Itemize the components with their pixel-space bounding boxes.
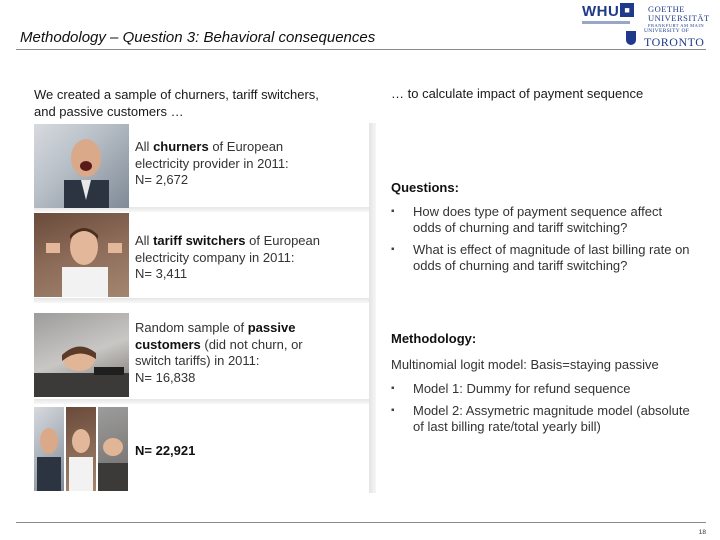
row-divider [34,298,369,303]
row-divider [34,399,369,404]
tariff-switcher-photo [34,213,129,297]
questions-list [391,204,691,280]
tariff-switchers-description: All tariff switchers of European electricity company in 2011: N= 3,411 [135,233,320,281]
churner-thumbnail [34,407,64,491]
tariff-switcher-thumbnail [66,407,96,491]
whu-logo: WHU ■ [582,3,634,20]
churner-photo [34,124,129,208]
passive-customer-photo [34,313,129,397]
toronto-logo: UNIVERSITY OF TORONTO [644,28,705,49]
page-title: Methodology – Question 3: Behavioral consequences [20,29,376,46]
questions-heading: Questions: [391,180,459,195]
left-column-heading: We created a sample of churners, tariff switchers, and passive customers … [34,87,319,119]
passive-customers-count: N= 16,838 [135,369,196,385]
list-item: ▪ What is effect of magnitude of last billing rate on odds of churning and tariff switching? [391,242,691,274]
right-column-heading: … to calculate impact of payment sequence [391,86,644,101]
footer-divider [16,522,706,523]
list-item: ▪ How does type of payment sequence affect odds of churning and tariff switching? [391,204,691,236]
methodology-heading: Methodology: [391,331,477,346]
goethe-logo: GOETHE UNIVERSITÄT FRANKFURT AM MAIN [648,4,710,28]
churners-count: N= 2,672 [135,172,189,187]
total-sample-count: N= 22,921 [135,443,196,458]
passive-customer-thumbnail [98,407,128,491]
churners-description: All churners of European electricity provider in 2011: N= 2,672 [135,139,289,187]
column-divider [369,123,376,493]
logo-group [582,2,712,54]
passive-customers-description: Random sample of passive customers (did not churn, or switch tariffs) in 2011: N= 16,838 [135,320,303,385]
toronto-crest-icon [626,31,636,45]
list-item: ▪ Model 1: Dummy for refund sequence [391,381,691,397]
methodology-text: Multinomial logit model: Basis=staying passive [391,357,659,372]
models-list [391,381,691,441]
tariff-switchers-count: N= 3,411 [135,266,188,281]
list-item: ▪ Model 2: Assymetric magnitude model (absolute of last billing rate/total yearly bill) [391,403,691,435]
page-number: 18 [698,529,706,536]
whu-logo-underline [582,21,630,24]
